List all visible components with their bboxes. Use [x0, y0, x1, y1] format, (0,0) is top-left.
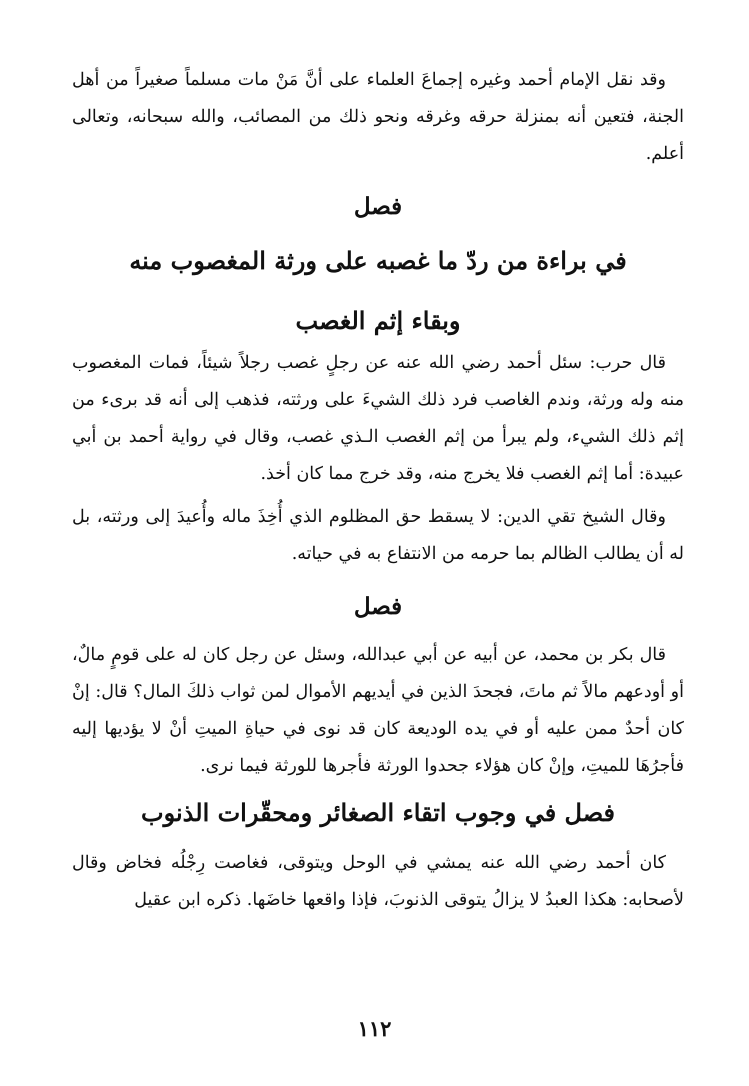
- section-subheading-line-1: في براءة من ردّ ما غصبه على ورثة المغصوب منه: [129, 246, 627, 275]
- section-heading-fasl-1: فصل: [353, 193, 403, 220]
- section-heading-fasl-2: فصل: [353, 593, 403, 620]
- paragraph-harb: قال حرب: سئل أحمد رضي الله عنه عن رجلٍ غصب رجلاً شيئاً، فمات المغصوب منه وله ورثة، وندم الغاصب فرد ذلك الشيءَ على ورثته، فذهب إلى أنه قد برىء من إثم ذلك الشيء، ولم يبرأ من إثم الغصب الـذي غصب، وقال في رواية أحمد بن أبي عبيدة: أما إثم الغصب فلا يخرج منه، وقد خرج مما كان أخذ.: [72, 353, 684, 484]
- section-heading-sins: فصل في وجوب اتقاء الصغائر ومحقّرات الذنوب: [140, 798, 615, 827]
- intro-paragraph: وقد نقل الإمام أحمد وغيره إجماعَ العلماء على أنَّ مَنْ مات مسلماً صغيراً من أهل الجنة، فتعين أنه بمنزلة حرقه وغرقه ونحو ذلك من المصائب، والله سبحانه، وتعالى أعلم.: [72, 70, 684, 164]
- section-subheading-line-2: وبقاء إثم الغصب: [295, 306, 461, 335]
- paragraph-bakr-ibn-muhammad: قال بكر بن محمد، عن أبيه عن أبي عبدالله، وسئل عن رجل كان له على قومٍ مالٌ، أو أودعهم مالاً ثم ماتَ، فجحدَ الذين في أيديهم الأموال لمن ثواب ذلكَ المال؟ قال: إنْ كان أحدٌ ممن عليه أو في يده الوديعة كان قد نوى في حياةِ الميتِ أنْ لا يؤديها إليه فأجرُهَا للميتِ، وإنْ كان هؤلاء جحدوا الورثة فأجرها للورثة فيما نرى.: [72, 645, 684, 776]
- page-number: ١١٢: [357, 1016, 392, 1041]
- paragraph-taqi-al-din: وقال الشيخ تقي الدين: لا يسقط حق المظلوم الذي أُخِذَ ماله وأُعيدَ إلى ورثته، بل له أن يطالب الظالم بما حرمه من الانتفاع به في حياته.: [72, 507, 684, 564]
- paragraph-ahmad-mud: كان أحمد رضي الله عنه يمشي في الوحل ويتوقى، فغاصت رِجْلُه فخاض وقال لأصحابه: هكذا العبدُ لا يزالُ يتوقى الذنوبَ، فإذا واقعها خاضَها. ذكره ابن عقيل: [72, 853, 684, 910]
- page-body: [72, 62, 684, 919]
